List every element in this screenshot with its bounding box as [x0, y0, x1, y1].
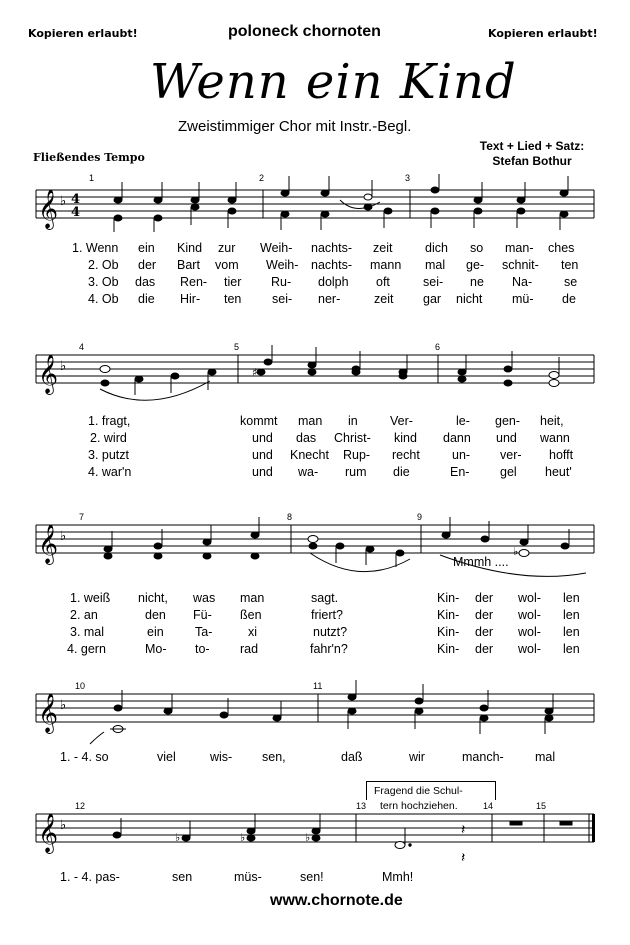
lyric-syllable: das [296, 431, 317, 445]
lyric-syllable: se [564, 275, 578, 289]
credit-block [462, 139, 602, 169]
lyric-syllable: 4. war'n [88, 465, 132, 479]
svg-text:𝄽: 𝄽 [461, 850, 466, 866]
lyric-syllable: so [470, 241, 484, 255]
lyric-syllable: 3. putzt [88, 448, 129, 462]
lyric-syllable: und [252, 465, 273, 479]
lyric-syllable: wol- [518, 625, 541, 639]
lyric-syllable: Christ- [334, 431, 371, 445]
lyric-syllable: vom [215, 258, 239, 272]
lyric-syllable: dann [443, 431, 471, 445]
lyric-syllable: gar [423, 292, 442, 306]
lyric-syllable: Knecht [290, 448, 329, 462]
svg-text:♭: ♭ [305, 831, 311, 844]
credit-line-2: Stefan Bothur [492, 154, 572, 168]
lyric-syllable: sen! [300, 870, 324, 884]
lyric-syllable: das [135, 275, 156, 289]
lyric-syllable: zur [218, 241, 236, 255]
staff-system-3 [0, 515, 630, 590]
svg-text:♭: ♭ [60, 194, 67, 209]
measure-number: 7 [79, 512, 85, 522]
lyric-syllable: ge- [466, 258, 485, 272]
lyric-syllable: Ru- [271, 275, 292, 289]
lyric-syllable: viel [157, 750, 176, 764]
lyric-syllable: nicht, [138, 591, 168, 605]
measure-number: 10 [75, 681, 86, 691]
lyric-syllable: En- [450, 465, 470, 479]
lyric-syllable: ver- [500, 448, 522, 462]
lyric-syllable: 4. Ob [88, 292, 119, 306]
lyric-syllable: Weih- [266, 258, 299, 272]
lyric-syllable: sei- [423, 275, 444, 289]
copy-permitted-left: Kopieren erlaubt! [28, 27, 138, 40]
lyric-syllable: rum [345, 465, 367, 479]
lyric-syllable: die [138, 292, 155, 306]
lyric-syllable: Hir- [180, 292, 201, 306]
lyric-syllable: 1. - 4. pas- [60, 870, 120, 884]
svg-text:𝄽: 𝄽 [461, 822, 466, 838]
lyric-syllable: Kin- [437, 591, 460, 605]
staff-system-5 [0, 804, 630, 874]
lyric-syllable: xi [248, 625, 258, 639]
lyric-syllable: wol- [518, 591, 541, 605]
lyric-syllable: un- [452, 448, 471, 462]
lyric-syllable: sen, [262, 750, 286, 764]
lyric-syllable: 2. wird [90, 431, 127, 445]
svg-text:4: 4 [71, 205, 81, 220]
lyric-syllable: in [348, 414, 358, 428]
gesture-annotation-line-2: tern hochziehen. [380, 800, 458, 812]
measure-number: 13 [356, 801, 367, 811]
lyric-syllable: und [252, 448, 273, 462]
lyric-syllable: den [145, 608, 166, 622]
measure-number: 11 [313, 681, 323, 691]
lyric-syllable: heit, [540, 414, 564, 428]
lyric-syllable: le- [456, 414, 470, 428]
lyric-syllable: heut' [545, 465, 572, 479]
lyric-syllable: wol- [518, 642, 541, 656]
tempo-marking: Fließendes Tempo [33, 151, 145, 164]
lyric-syllable: wis- [210, 750, 233, 764]
publisher-name: poloneck chornoten [228, 23, 381, 40]
lyric-syllable: gel [500, 465, 517, 479]
lyric-syllable: len [563, 591, 580, 605]
lyric-syllable: sen [172, 870, 193, 884]
lyric-syllable: ßen [240, 608, 262, 622]
svg-text:♯: ♯ [252, 366, 258, 379]
lyric-syllable: manch- [462, 750, 504, 764]
lyric-syllable: Ren- [180, 275, 208, 289]
lyric-syllable: zeit [374, 292, 394, 306]
treble-clef-icon: 𝄞 [38, 524, 59, 564]
measure-number: 3 [405, 173, 411, 183]
lyric-syllable: der [475, 642, 494, 656]
lyric-syllable: 1. - 4. so [60, 750, 109, 764]
lyric-syllable: 3. mal [70, 625, 105, 639]
lyric-syllable: oft [376, 275, 390, 289]
treble-clef-icon: 𝄞 [38, 189, 59, 229]
lyric-syllable: 4. gern [67, 642, 106, 656]
song-title: Wenn ein Kind [150, 54, 517, 110]
lyric-syllable: müs- [234, 870, 262, 884]
measure-number: 8 [287, 512, 293, 522]
gesture-annotation-line-1: Fragend die Schul- [374, 785, 463, 797]
lyric-syllable: mal [425, 258, 446, 272]
lyric-syllable: len [563, 608, 580, 622]
lyric-syllable: to- [195, 642, 210, 656]
svg-text:♭: ♭ [60, 818, 67, 833]
lyric-syllable: der [475, 591, 494, 605]
lyric-syllable: schnit- [502, 258, 539, 272]
measure-number: 12 [75, 801, 86, 811]
lyric-syllable: Kin- [437, 642, 460, 656]
lyric-syllable: sei- [272, 292, 293, 306]
treble-clef-icon: 𝄞 [38, 693, 59, 733]
svg-text:♭: ♭ [175, 831, 181, 844]
lyric-syllable: was [193, 591, 216, 605]
lyric-syllable: Bart [177, 258, 200, 272]
lyric-syllable: wir [409, 750, 425, 764]
lyric-syllable: len [563, 625, 580, 639]
lyric-syllable: der [138, 258, 157, 272]
lyric-syllable: ein [147, 625, 164, 639]
lyric-syllable: tier [224, 275, 242, 289]
measure-number: 6 [435, 342, 441, 352]
lyric-syllable: recht [392, 448, 420, 462]
lyric-syllable: len [563, 642, 580, 656]
lyric-syllable: der [475, 625, 494, 639]
treble-clef-icon: 𝄞 [38, 813, 59, 853]
lyric-syllable: wann [540, 431, 570, 445]
lyric-syllable: nachts- [311, 241, 352, 255]
measure-number: 5 [234, 342, 240, 352]
lyric-syllable: kind [394, 431, 417, 445]
lyric-syllable: mann [370, 258, 402, 272]
lyric-syllable: hofft [549, 448, 574, 462]
lyric-syllable: 1. fragt, [88, 414, 131, 428]
staff-system-2 [0, 345, 630, 415]
lyric-syllable: Weih- [260, 241, 293, 255]
copy-permitted-right: Kopieren erlaubt! [488, 27, 598, 40]
lyric-syllable: nutzt? [313, 625, 348, 639]
lyric-syllable: 2. Ob [88, 258, 119, 272]
lyric-syllable: ten [561, 258, 579, 272]
hum-annotation: Mmmh .... [453, 555, 509, 569]
footer-url[interactable]: www.chornote.de [270, 892, 403, 909]
lyric-syllable: 2. an [70, 608, 98, 622]
lyric-syllable: der [475, 608, 494, 622]
lyric-syllable: kommt [240, 414, 278, 428]
lyric-syllable: Fü- [193, 608, 212, 622]
svg-text:♭: ♭ [513, 545, 519, 558]
lyric-syllable: mü- [512, 292, 534, 306]
lyric-syllable: zeit [373, 241, 393, 255]
lyric-syllable: man [298, 414, 323, 428]
lyric-syllable: rad [240, 642, 259, 656]
measure-number: 14 [483, 801, 494, 811]
lyric-syllable: 1. Wenn [72, 241, 119, 255]
lyric-syllable: man [240, 591, 265, 605]
lyric-syllable: und [252, 431, 273, 445]
svg-text:♭: ♭ [240, 831, 246, 844]
measure-number: 15 [536, 801, 547, 811]
lyric-syllable: nachts- [311, 258, 352, 272]
lyric-syllable: de [562, 292, 576, 306]
lyric-syllable: dolph [318, 275, 349, 289]
lyric-syllable: sagt. [311, 591, 339, 605]
treble-clef-icon: 𝄞 [38, 354, 59, 394]
measure-number: 1 [89, 173, 95, 183]
lyric-syllable: friert? [311, 608, 343, 622]
lyric-syllable: Ta- [195, 625, 213, 639]
song-subtitle: Zweistimmiger Chor mit Instr.-Begl. [178, 118, 412, 135]
lyric-syllable: und [496, 431, 517, 445]
staff-system-4 [0, 684, 630, 754]
lyric-syllable: ein [138, 241, 155, 255]
lyric-syllable: wol- [518, 608, 541, 622]
lyric-syllable: daß [341, 750, 363, 764]
lyric-syllable: fahr'n? [310, 642, 348, 656]
lyric-syllable: Rup- [343, 448, 371, 462]
lyric-syllable: wa- [298, 465, 319, 479]
measure-number: 9 [417, 512, 423, 522]
lyric-syllable: die [393, 465, 410, 479]
lyric-syllable: ten [224, 292, 242, 306]
lyric-syllable: 3. Ob [88, 275, 119, 289]
lyric-syllable: nicht [456, 292, 483, 306]
lyric-syllable: gen- [495, 414, 521, 428]
lyric-syllable: man- [505, 241, 534, 255]
lyric-syllable: ches [548, 241, 575, 255]
svg-text:♭: ♭ [60, 529, 67, 544]
lyric-syllable: Mmh! [382, 870, 414, 884]
lyric-syllable: Kin- [437, 608, 460, 622]
lyric-syllable: Kind [177, 241, 203, 255]
lyric-syllable: Na- [512, 275, 533, 289]
staff-system-1 [0, 180, 630, 240]
lyric-syllable: Ver- [390, 414, 413, 428]
lyric-syllable: mal [535, 750, 556, 764]
lyric-syllable: 1. weiß [70, 591, 111, 605]
credit-line-1: Text + Lied + Satz: [479, 139, 585, 153]
lyric-syllable: ne [470, 275, 484, 289]
svg-text:4: 4 [71, 192, 81, 207]
measure-number: 2 [259, 173, 265, 183]
lyric-syllable: ner- [318, 292, 341, 306]
measure-number: 4 [79, 342, 85, 352]
lyric-syllable: Kin- [437, 625, 460, 639]
lyric-syllable: Mo- [145, 642, 167, 656]
svg-text:♭: ♭ [60, 698, 67, 713]
svg-text:♭: ♭ [60, 359, 67, 374]
lyric-syllable: dich [425, 241, 448, 255]
